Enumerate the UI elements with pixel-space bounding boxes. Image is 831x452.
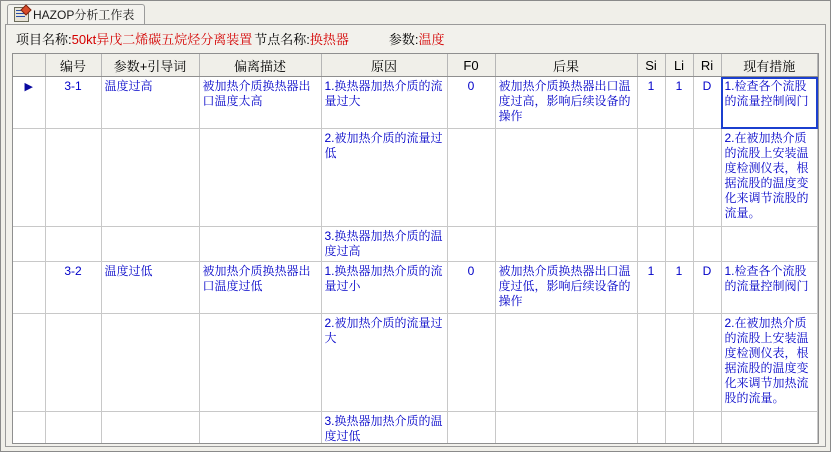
cell-si[interactable]	[637, 314, 665, 412]
cell-li[interactable]: 1	[665, 77, 693, 129]
cell-ri[interactable]: D	[693, 262, 721, 314]
cell-consequence[interactable]: 被加热介质换热器出口温度过低，影响后续设备的操作	[495, 262, 637, 314]
cell-cause[interactable]: 3.换热器加热介质的温度过低	[321, 412, 447, 445]
cell-si[interactable]	[637, 412, 665, 445]
tab-strip	[1, 1, 830, 23]
cell-measures[interactable]: 2.在被加热介质的流股上安装温度检测仪表，根据流股的温度变化来调节加热流股的流量。	[721, 314, 818, 412]
cell-measures[interactable]: 1.检查各个流股的流量控制阀门	[721, 77, 818, 129]
cell-param-guide[interactable]	[101, 412, 199, 445]
cell-deviation[interactable]	[199, 314, 321, 412]
table-row[interactable]	[13, 129, 818, 227]
cell-no[interactable]: 3-2	[45, 262, 101, 314]
cell-si[interactable]	[637, 129, 665, 227]
cell-param-guide[interactable]	[101, 227, 199, 262]
cell-f0[interactable]: 0	[447, 77, 495, 129]
cell-li[interactable]	[665, 129, 693, 227]
cell-consequence[interactable]: 被加热介质换热器出口温度过高，影响后续设备的操作	[495, 77, 637, 129]
cell-ri[interactable]: D	[693, 77, 721, 129]
cell-si[interactable]: 1	[637, 77, 665, 129]
cell-cause[interactable]: 2.被加热介质的流量过低	[321, 129, 447, 227]
table-row[interactable]	[13, 412, 818, 445]
parameter-label: 参数:	[388, 31, 419, 47]
hazop-grid[interactable]	[12, 53, 819, 444]
node-name-label: 节点名称:	[254, 31, 310, 47]
node-name-value: 换热器	[309, 31, 349, 47]
row-selector[interactable]	[13, 262, 45, 314]
cell-no[interactable]	[45, 314, 101, 412]
cell-cause[interactable]: 3.换热器加热介质的温度过高	[321, 227, 447, 262]
hazop-table	[13, 54, 818, 444]
parameter-value: 温度	[418, 31, 445, 47]
cell-consequence[interactable]	[495, 314, 637, 412]
column-header-measures[interactable]: 现有措施	[721, 54, 818, 77]
cell-si[interactable]	[637, 227, 665, 262]
row-selector[interactable]	[13, 227, 45, 262]
column-header-cause[interactable]: 原因	[321, 54, 447, 77]
worksheet-icon	[14, 7, 29, 22]
cell-f0[interactable]	[447, 314, 495, 412]
cell-cause[interactable]: 2.被加热介质的流量过大	[321, 314, 447, 412]
table-header-row	[13, 54, 818, 77]
cell-li[interactable]: 1	[665, 262, 693, 314]
column-header-rowsel	[13, 54, 45, 77]
column-header-f0[interactable]: F0	[447, 54, 495, 77]
cell-deviation[interactable]: 被加热介质换热器出口温度太高	[199, 77, 321, 129]
row-pointer-icon: ▶	[24, 81, 33, 93]
cell-f0[interactable]: 0	[447, 262, 495, 314]
cell-measures[interactable]: 1.检查各个流股的流量控制阀门	[721, 262, 818, 314]
cell-measures[interactable]: 2.在被加热介质的流股上安装温度检测仪表，根据流股的温度变化来调节流股的流量。	[721, 129, 818, 227]
column-header-li[interactable]: Li	[665, 54, 693, 77]
row-selector[interactable]	[13, 412, 45, 445]
cell-measures[interactable]	[721, 412, 818, 445]
cell-consequence[interactable]	[495, 227, 637, 262]
project-name-value: 50kt异戊二烯碳五烷烃分离装置	[71, 31, 253, 47]
cell-f0[interactable]	[447, 129, 495, 227]
cell-f0[interactable]	[447, 227, 495, 262]
cell-param-guide[interactable]: 温度过高	[101, 77, 199, 129]
cell-ri[interactable]	[693, 227, 721, 262]
cell-deviation[interactable]: 被加热介质换热器出口温度过低	[199, 262, 321, 314]
cell-param-guide[interactable]	[101, 129, 199, 227]
tab-hazop-worksheet[interactable]	[7, 4, 145, 24]
cell-deviation[interactable]	[199, 412, 321, 445]
cell-consequence[interactable]	[495, 129, 637, 227]
tab-label: HAZOP分析工作表	[33, 8, 135, 22]
cell-no[interactable]	[45, 412, 101, 445]
cell-ri[interactable]	[693, 412, 721, 445]
row-selector[interactable]	[13, 314, 45, 412]
project-name-label: 项目名称:	[16, 31, 72, 47]
cell-ri[interactable]	[693, 129, 721, 227]
cell-measures[interactable]	[721, 227, 818, 262]
cell-li[interactable]	[665, 227, 693, 262]
cell-param-guide[interactable]: 温度过低	[101, 262, 199, 314]
cell-consequence[interactable]	[495, 412, 637, 445]
cell-no[interactable]	[45, 129, 101, 227]
cell-li[interactable]	[665, 314, 693, 412]
column-header-consequence[interactable]: 后果	[495, 54, 637, 77]
worksheet-header	[6, 25, 825, 51]
cell-no[interactable]	[45, 227, 101, 262]
table-row[interactable]	[13, 77, 818, 129]
cell-ri[interactable]	[693, 314, 721, 412]
cell-no[interactable]: 3-1	[45, 77, 101, 129]
cell-deviation[interactable]	[199, 129, 321, 227]
column-header-no[interactable]: 编号	[45, 54, 101, 77]
cell-cause[interactable]: 1.换热器加热介质的流量过小	[321, 262, 447, 314]
table-row[interactable]	[13, 227, 818, 262]
table-row[interactable]	[13, 262, 818, 314]
row-selector[interactable]	[13, 129, 45, 227]
cell-li[interactable]	[665, 412, 693, 445]
cell-param-guide[interactable]	[101, 314, 199, 412]
table-row[interactable]	[13, 314, 818, 412]
cell-cause[interactable]: 1.换热器加热介质的流量过大	[321, 77, 447, 129]
column-header-ri[interactable]: Ri	[693, 54, 721, 77]
row-selector[interactable]	[13, 77, 45, 129]
column-header-deviation[interactable]: 偏离描述	[199, 54, 321, 77]
cell-f0[interactable]	[447, 412, 495, 445]
cell-deviation[interactable]	[199, 227, 321, 262]
column-header-si[interactable]: Si	[637, 54, 665, 77]
worksheet-client-area	[5, 24, 826, 447]
column-header-param-guide[interactable]: 参数+引导词	[101, 54, 199, 77]
cell-si[interactable]: 1	[637, 262, 665, 314]
